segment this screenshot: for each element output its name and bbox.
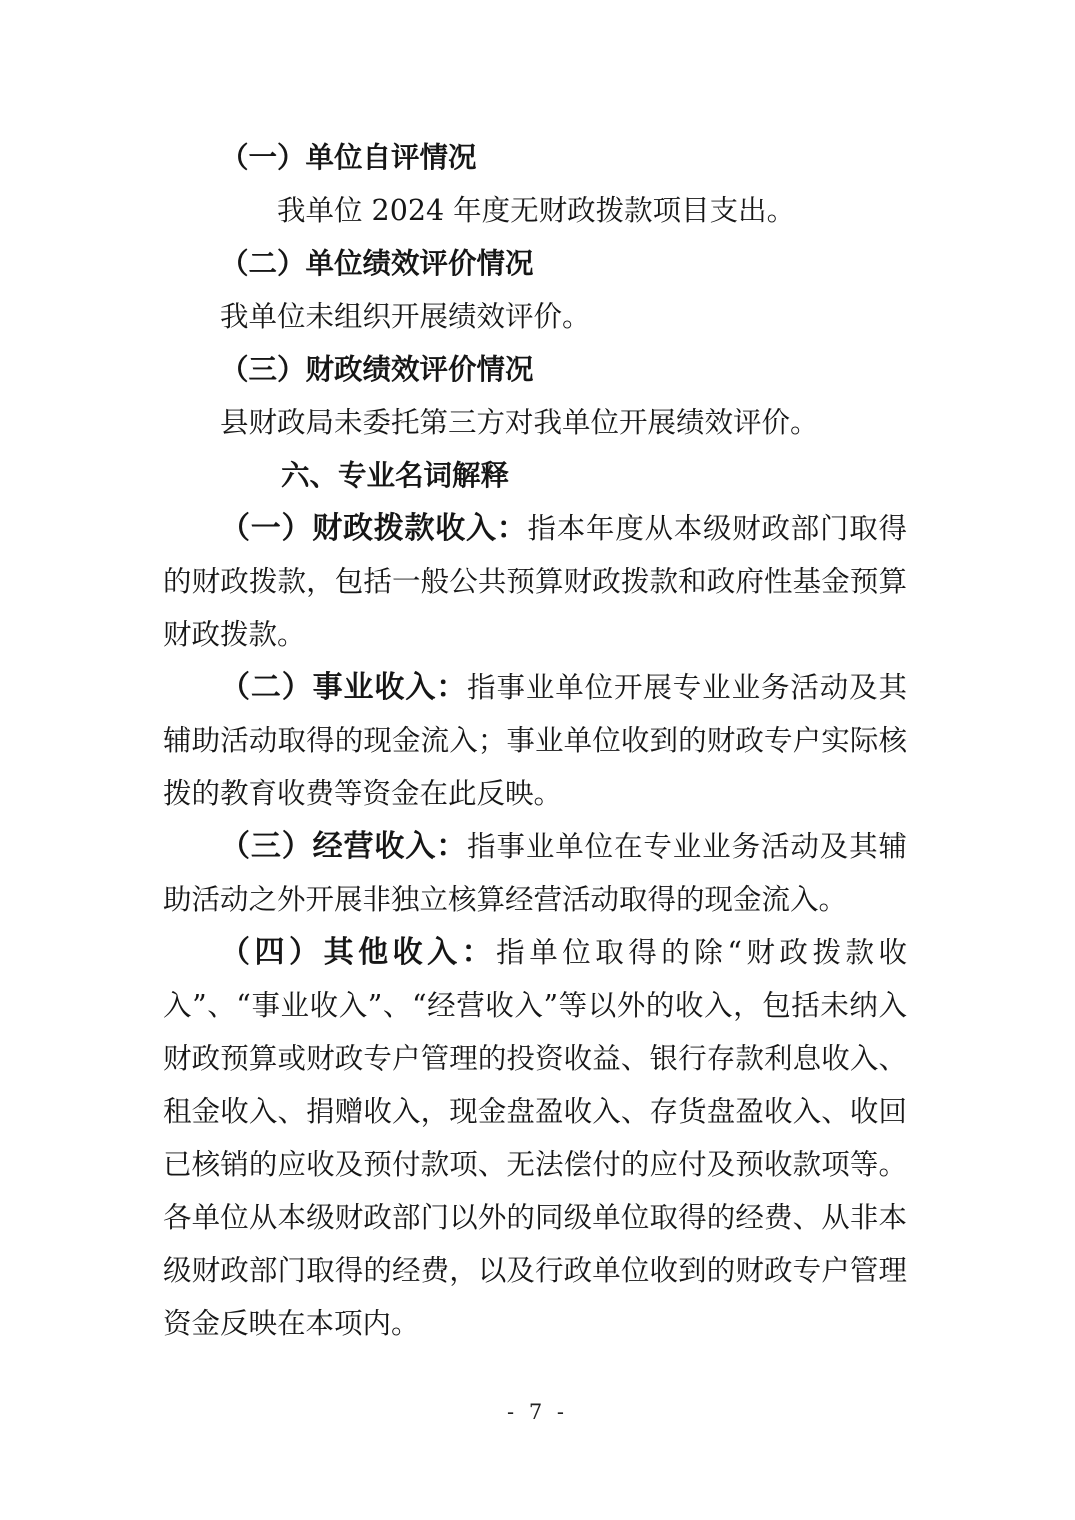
term-other-income-definition: 指单位取得的除“财政拨款收入”、“事业收入”、“经营收入”等以外的收入，包括未纳入财政预算或财政专户管理的投资收益、银行存款利息收入、租金收入、捐赠收入，现金盘盈收入、存货盘盈收入、收回已核销的应收及预付款项、无法偿付的应付及预收款项等。各单位从本级财政部门以外的同级单位取得的经费、从非本级财政部门取得的经费，以及行政单位收到的财政专户管理资金反映在本项内。 xyxy=(163,936,907,1340)
body-fiscal-performance-evaluation: 县财政局未委托第三方对我单位开展绩效评价。 xyxy=(220,406,819,439)
term-other-income-label: （四）其他收入： xyxy=(220,935,497,970)
term-fiscal-appropriation-income-label: （一）财政拨款收入： xyxy=(220,511,528,546)
term-fiscal-appropriation-income-definition: 指本年度从本级财政部门取得的财政拨款，包括一般公共预算财政拨款和政府性基金预算财政拨款。 xyxy=(163,512,907,651)
heading-unit-performance-evaluation: （二）单位绩效评价情况 xyxy=(220,246,534,280)
document-body xyxy=(163,131,907,1350)
term-other-income xyxy=(163,926,907,1350)
term-operating-income xyxy=(163,820,907,926)
term-operating-income-label: （三）经营收入： xyxy=(220,829,468,864)
body-unit-self-evaluation: 我单位 2024 年度无财政拨款项目支出。 xyxy=(277,194,796,227)
heading-fiscal-performance-evaluation: （三）财政绩效评价情况 xyxy=(220,352,534,386)
heading-glossary: 六、专业名词解释 xyxy=(281,459,510,492)
term-operating-income-definition: 指事业单位在专业业务活动及其辅助活动之外开展非独立核算经营活动取得的现金流入。 xyxy=(163,830,907,916)
term-institutional-income xyxy=(163,661,907,820)
page-number: - 7 - xyxy=(507,1400,568,1424)
term-fiscal-appropriation-income xyxy=(163,502,907,661)
term-institutional-income-label: （二）事业收入： xyxy=(220,670,468,705)
heading-unit-self-evaluation: （一）单位自评情况 xyxy=(220,140,477,174)
term-institutional-income-definition: 指事业单位开展专业业务活动及其辅助活动取得的现金流入；事业单位收到的财政专户实际核拨的教育收费等资金在此反映。 xyxy=(163,671,907,810)
body-unit-performance-evaluation: 我单位未组织开展绩效评价。 xyxy=(220,300,591,333)
